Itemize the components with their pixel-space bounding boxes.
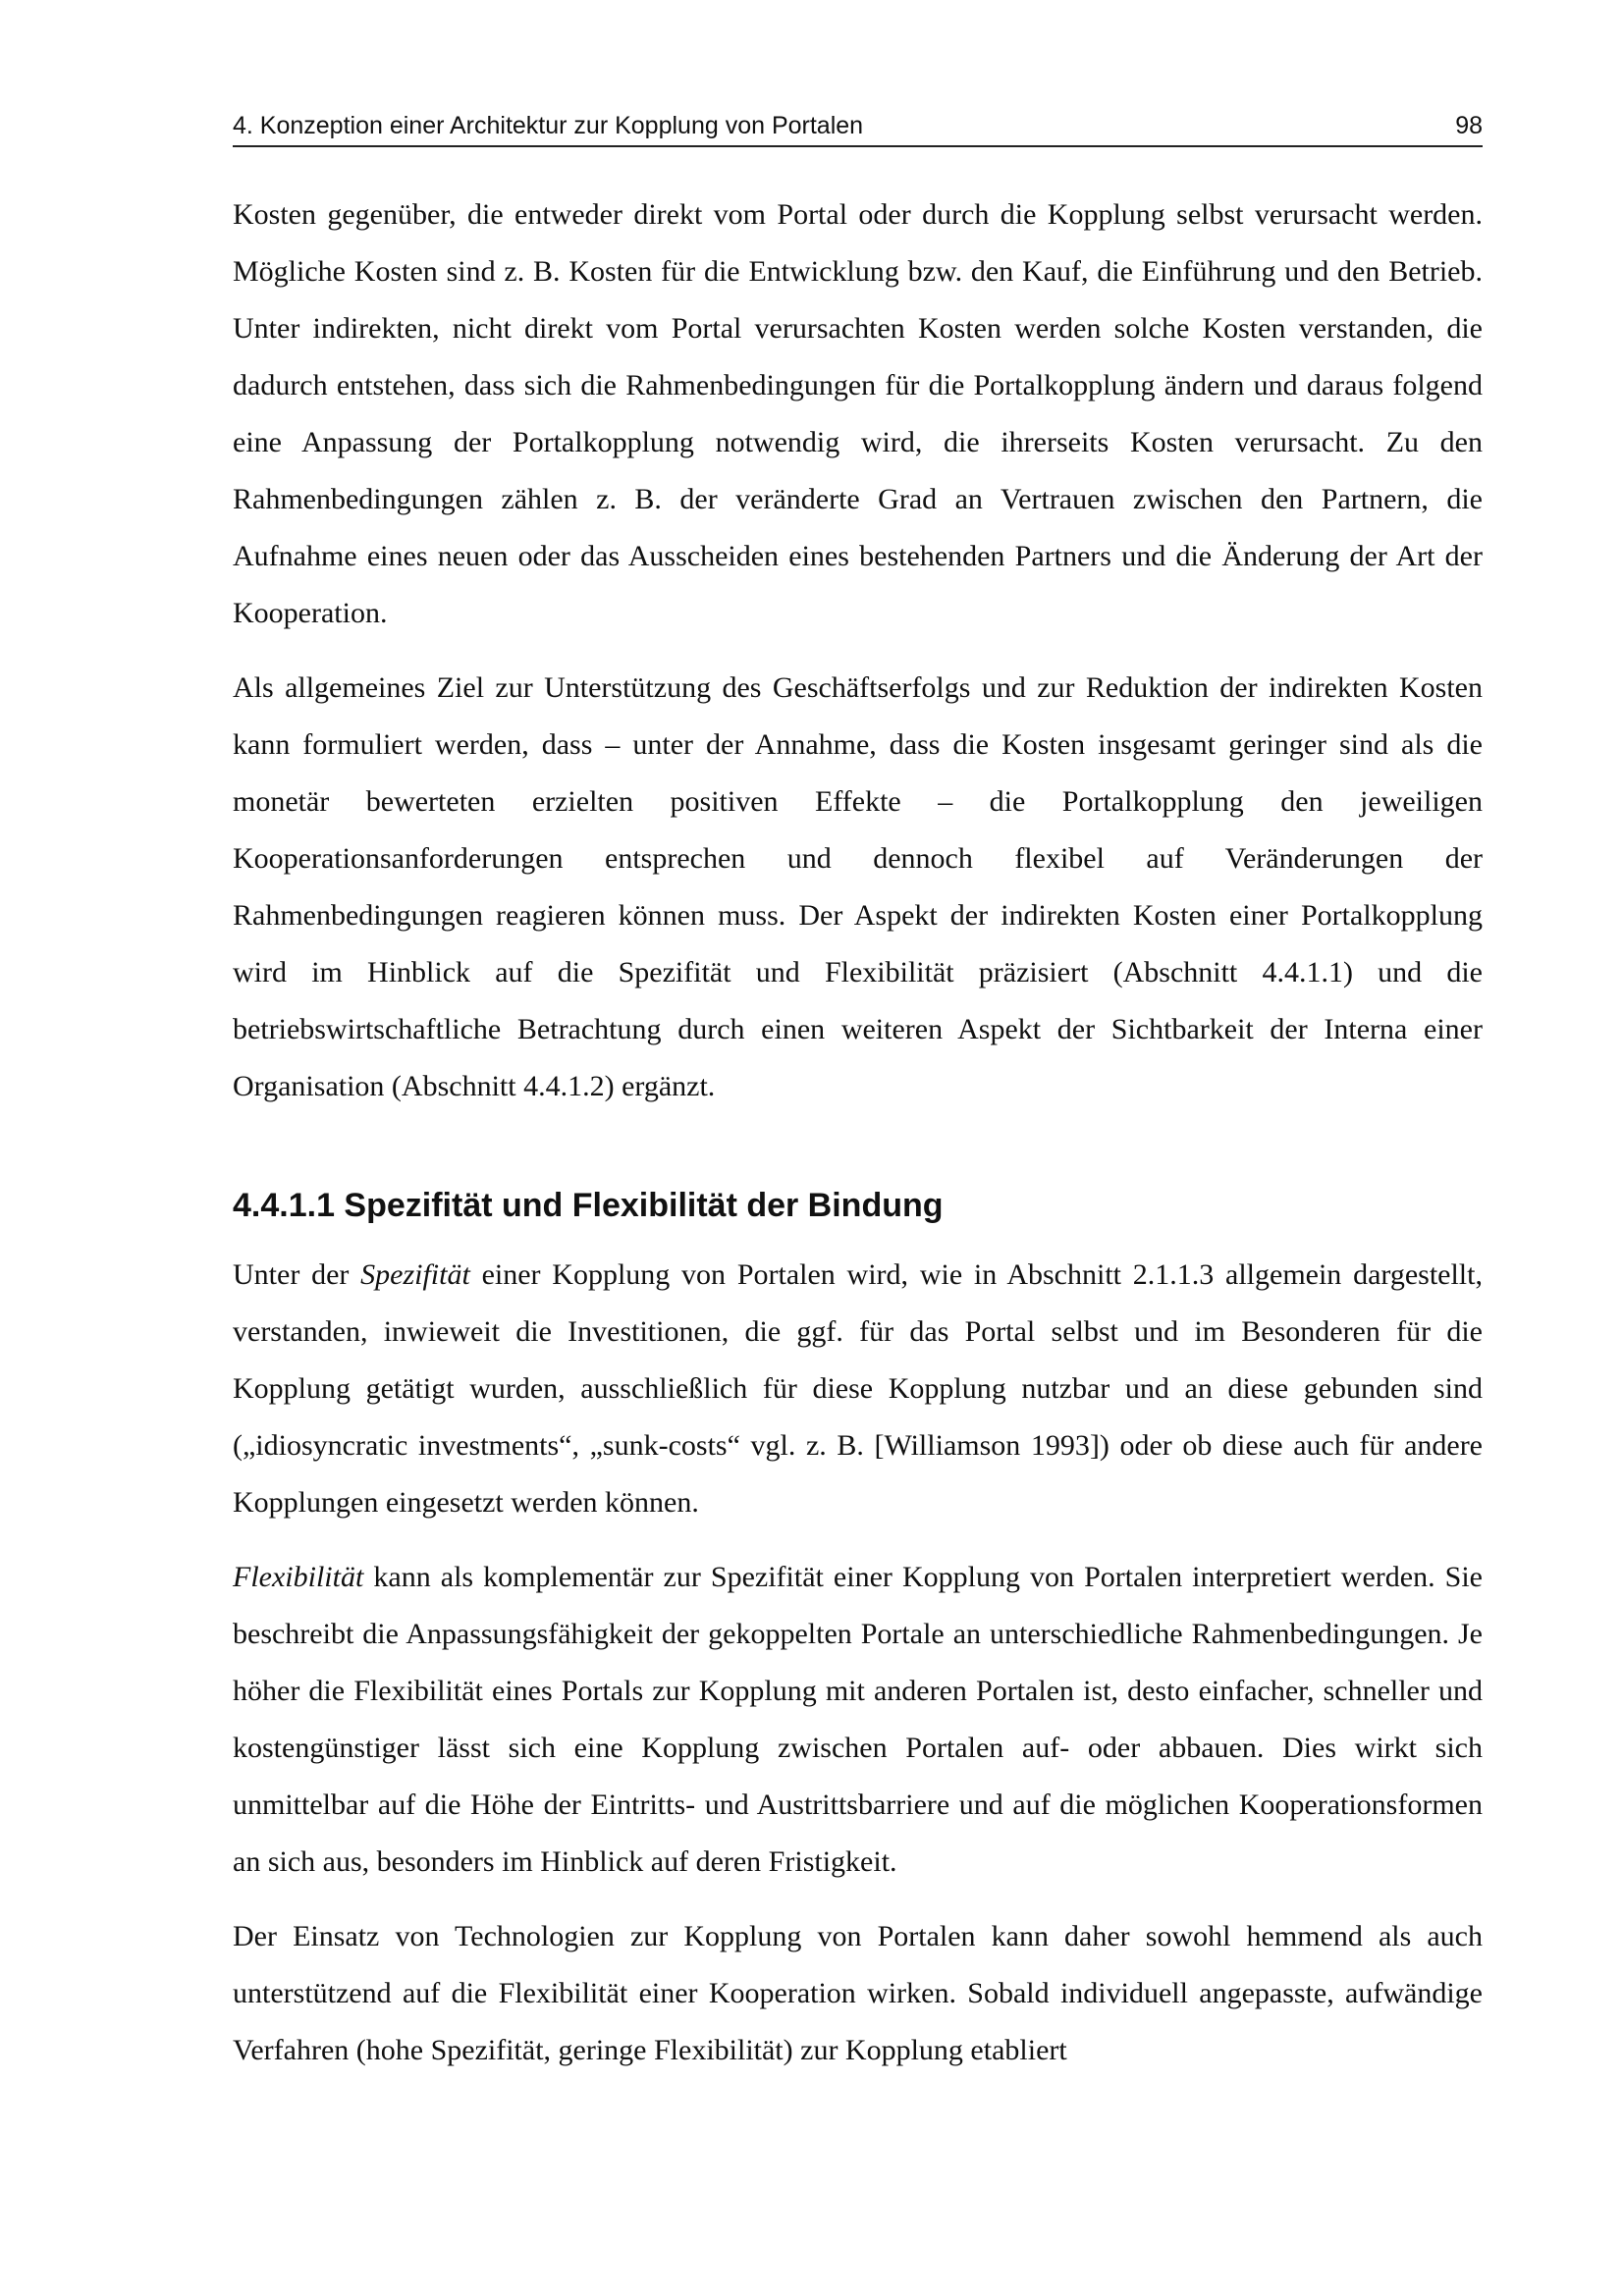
paragraph-goal: Als allgemeines Ziel zur Unterstützung des Geschäftserfolgs und zur Reduktion der indirekten Kosten kann formuliert werden, dass – unter der Annahme, dass die Kosten insgesamt geringer sind als die monetär bewerteten erzielten positiven Effekte – die Portalkopplung den jeweiligen Kooperationsanforderungen entsprechen und dennoch flexibel auf Veränderungen der Rahmenbedingungen reagieren können muss. Der Aspekt der indirekten Kosten einer Portalkopplung wird im Hinblick auf die Spezifität und Flexibilität präzisiert (Abschnitt 4.4.1.1) und die betriebswirtschaftliche Betrachtung durch einen weiteren Aspekt der Sichtbarkeit der Interna einer Organisation (Abschnitt 4.4.1.2) ergänzt. [233,671,1483,1102]
term-flexibility: Flexibilität [233,1561,364,1593]
paragraph-technology: Der Einsatz von Technologien zur Kopplung von Portalen kann daher sowohl hemmend als auch unterstützend auf die Flexibilität einer Kooperation wirken. Sobald individuell angepasste, aufwändige Verfahren (hohe Spezifität, geringe Flexibilität) zur Kopplung etabliert [233,1920,1483,2066]
paragraph-costs: Kosten gegenüber, die entweder direkt vom Portal oder durch die Kopplung selbst verursacht werden. Mögliche Kosten sind z. B. Kosten für die Entwicklung bzw. den Kauf, die Einführung und den Betrieb. Unter indirekten, nicht direkt vom Portal verursachten Kosten werden solche Kosten verstanden, die dadurch entstehen, dass sich die Rahmenbedingungen für die Portalkopplung ändern und daraus folgend eine Anpassung der Portalkopplung notwendig wird, die ihrerseits Kosten verursacht. Zu den Rahmenbedingungen zählen z. B. der veränderte Grad an Vertrauen zwischen den Partnern, die Aufnahme eines neuen oder das Ausscheiden eines bestehenden Partners und die Änderung der Art der Kooperation. [233,198,1483,629]
paragraph-specificity [233,1247,1483,1531]
running-title: 4. Konzeption einer Architektur zur Kopplung von Portalen [233,112,864,139]
text-run: kann als komplementär zur Spezifität einer Kopplung von Portalen interpretiert werden. Sie beschreibt die Anpassungsfähigkeit der gekoppelten Portale an unterschiedliche Rahmenbedingungen. Je höher die Flexibilität eines Portals zur Kopplung mit anderen Portalen ist, desto einfacher, schneller und kostengünstiger lässt sich eine Kopplung zwischen Portalen auf- oder abbauen. Dies wirkt sich unmittelbar auf die Höhe der Eintritts- und Austrittsbarriere und auf die möglichen Kooperationsformen an sich aus, besonders im Hinblick auf deren Fristigkeit. [233,1561,1483,1878]
paragraph-flexibility [233,1549,1483,1891]
body-text [233,187,1483,2097]
section-heading: 4.4.1.1 Spezifität und Flexibilität der Bindung [233,1187,944,1224]
text-run: einer Kopplung von Portalen wird, wie in Abschnitt 2.1.1.3 allgemein dargestellt, verstanden, inwieweit die Investitionen, die ggf. für das Portal selbst und im Besonderen für die Kopplung getätigt wurden, ausschließlich für diese Kopplung nutzbar und an diese gebunden sind („idiosyncratic investments“, „sunk-costs“ vgl. z. B. [Williamson 1993]) oder ob diese auch für andere Kopplungen eingesetzt werden können. [233,1258,1483,1519]
text-run: Unter der [233,1258,361,1291]
term-specificity: Spezifität [360,1258,470,1291]
page-number: 98 [1455,112,1483,139]
page-header [233,110,1483,147]
